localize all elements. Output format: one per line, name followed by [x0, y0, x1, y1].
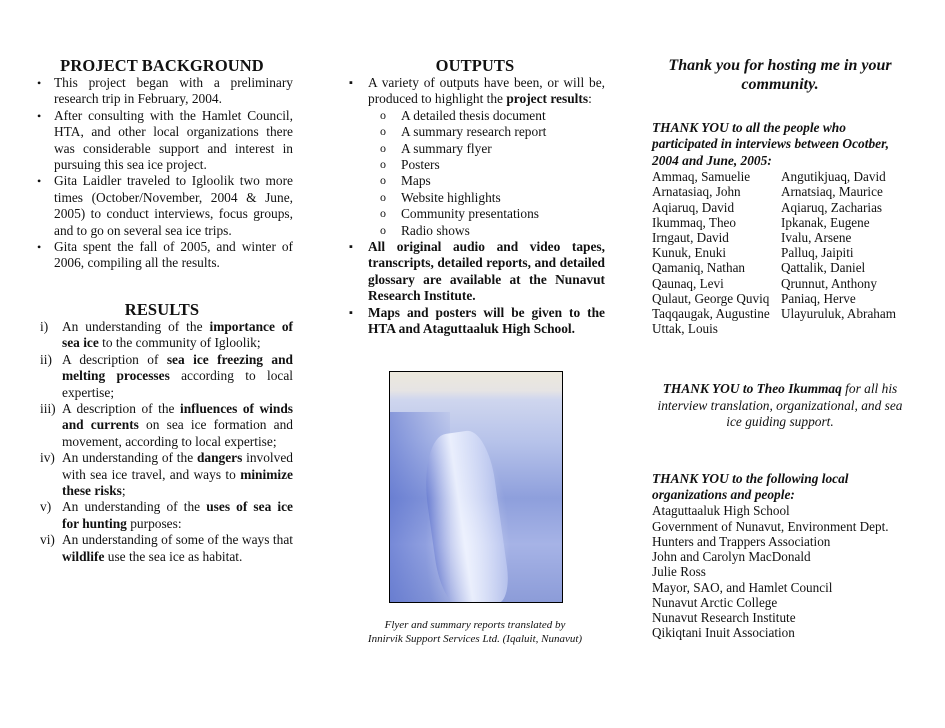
participant-row	[652, 260, 896, 275]
photo-caption	[345, 618, 605, 646]
thanks-theo-text: for all his interview translation, organizational, and sea ice guiding support.	[657, 381, 903, 430]
caption-line: Innirvik Support Services Ltd. (Iqaluit, Nunavut)	[367, 633, 583, 645]
outputs-heading: OUTPUTS	[435, 56, 515, 75]
thanks-theo-paragraph	[652, 381, 908, 430]
participant-row	[652, 184, 896, 199]
organizations-list	[652, 503, 908, 640]
outputs-bold-item	[345, 305, 605, 338]
result-text: according to local expertise;	[62, 368, 293, 400]
result-text: to the community of Igloolik;	[98, 335, 261, 351]
participant-name: Aqiaruq, Zacharias	[781, 199, 883, 215]
middle-column	[345, 56, 605, 696]
participants-heading: THANK YOU to all the people who participated in interviews between Ocotber, 2004 and June, 2005:	[652, 120, 889, 168]
output-subitem: o A summary flyer	[380, 141, 605, 157]
output-subitem: o Posters	[380, 157, 605, 173]
result-bold: minimize these risks	[62, 466, 293, 498]
organizations-heading: THANK YOU to the following local organizations and people:	[652, 470, 849, 503]
organization-item: Hunters and Trappers Association	[652, 533, 831, 549]
participant-row	[652, 306, 896, 321]
output-subitem: o Maps	[380, 173, 605, 189]
outputs-bold-item	[345, 239, 605, 305]
participant-row	[652, 276, 896, 291]
participant-row	[652, 321, 896, 336]
output-subitem: o Community presentations	[380, 206, 605, 222]
result-item	[31, 401, 293, 450]
thanks-hosting-heading	[652, 56, 908, 94]
outputs-bold-text: All original audio and video tapes, transcripts, detailed reports, and detailed glossary are available at the Nunavut Research Institute.	[368, 239, 605, 304]
organization-item: Ataguttaaluk High School	[652, 503, 790, 519]
result-text: An understanding of the	[62, 499, 207, 515]
participant-row	[652, 169, 896, 184]
participant-row	[652, 245, 896, 260]
participant-name: Paniaq, Herve	[781, 290, 856, 306]
participant-name: Palluq, Jaipiti	[781, 245, 854, 261]
heading-line: community.	[741, 76, 819, 93]
thanks-theo-bold: THANK YOU to Theo Ikummaq	[662, 381, 842, 397]
sea-ice-photo	[389, 371, 563, 603]
background-item: • This project began with a preliminary research trip in February, 2004.	[31, 75, 293, 108]
result-number: i)	[40, 318, 49, 334]
result-bold: importance of sea ice	[62, 318, 294, 351]
result-text: involved with sea ice travel, and ways to	[62, 450, 293, 482]
outputs-intro-text: A variety of outputs have been, or will be, produced to highlight the	[368, 75, 605, 107]
result-text: A description of the	[62, 400, 181, 416]
participant-name: Ikummaq, Theo	[652, 214, 736, 230]
organization-item: Government of Nunavut, Environment Dept.	[652, 518, 889, 534]
background-item: • Gita spent the fall of 2005, and winter of 2006, compiling all the results.	[31, 239, 293, 272]
output-subitem: o A detailed thesis document	[380, 108, 605, 124]
result-item	[31, 450, 293, 499]
organization-item: Julie Ross	[652, 564, 706, 580]
result-text: A description of	[62, 351, 167, 367]
participant-name: Kunuk, Enuki	[652, 245, 726, 261]
outputs-intro-colon: :	[588, 91, 592, 107]
participant-name: Ammaq, Samuelie	[652, 169, 751, 185]
organization-item: Nunavut Research Institute	[652, 609, 796, 625]
result-item	[31, 352, 293, 401]
outputs-sublist	[368, 108, 605, 239]
participant-name	[781, 321, 896, 336]
result-text: purposes:	[126, 515, 182, 531]
participant-row	[652, 215, 896, 230]
participant-name: Angutikjuaq, David	[781, 169, 886, 185]
result-number: vi)	[40, 532, 55, 548]
heading-line: Thank you for hosting me in your	[668, 57, 892, 74]
result-number: ii)	[40, 351, 52, 367]
result-text: ;	[121, 482, 126, 498]
result-text: on sea ice formation and movement, according to local expertise;	[62, 417, 293, 449]
participant-name: Ipkanak, Eugene	[781, 214, 870, 230]
background-item: • After consulting with the Hamlet Council, HTA, and other local organizations there was considerable support and interest in pursuing this sea ice project.	[31, 108, 293, 174]
result-bold: influences of winds and currents	[62, 400, 293, 433]
right-column	[652, 56, 908, 640]
result-text: An understanding of the	[62, 450, 197, 466]
participant-row	[652, 230, 896, 245]
result-bold: uses of sea ice for hunting	[62, 499, 293, 531]
output-subitem: o A summary research report	[380, 124, 605, 140]
organization-item: Nunavut Arctic College	[652, 594, 778, 610]
output-subitem: o Website highlights	[380, 190, 605, 206]
result-bold: sea ice freezing and melting processes	[62, 351, 293, 384]
participant-name: Qrunnut, Anthony	[781, 275, 877, 291]
organization-item: Qikiqtani Inuit Association	[652, 625, 795, 641]
organization-item: John and Carolyn MacDonald	[652, 549, 811, 565]
participant-name: Ulayuruluk, Abraham	[781, 306, 896, 322]
participant-name: Qamaniq, Nathan	[652, 260, 746, 276]
participant-name: Qulaut, George Quviq	[652, 290, 770, 306]
organization-item: Mayor, SAO, and Hamlet Council	[652, 579, 833, 595]
output-subitem: o Radio shows	[380, 223, 605, 239]
result-text: An understanding of the	[62, 318, 210, 334]
participant-name: Uttak, Louis	[652, 321, 718, 337]
caption-line: Flyer and summary reports translated by	[384, 619, 566, 631]
participant-name: Arnatsiaq, Maurice	[781, 184, 883, 200]
background-heading: PROJECT BACKGROUND	[60, 56, 264, 75]
participant-name: Ivalu, Arsene	[781, 230, 852, 246]
participant-name: Irngaut, David	[652, 230, 729, 246]
background-list	[31, 75, 293, 272]
participant-name: Arnatasiaq, John	[652, 184, 741, 200]
result-number: v)	[40, 499, 52, 515]
participant-name: Qattalik, Daniel	[781, 260, 866, 276]
participant-name: Aqiaruq, David	[652, 199, 735, 215]
outputs-intro-item	[345, 75, 605, 239]
left-column	[31, 56, 293, 565]
participant-name: Taqqaugak, Augustine	[652, 306, 770, 322]
result-bold: dangers	[196, 450, 243, 466]
participants-table	[652, 169, 896, 336]
background-item: • Gita Laidler traveled to Igloolik two more times (October/November, 2004 & June, 2005) to conduct interviews, focus groups, and to go on several sea ice trips.	[31, 173, 293, 239]
outputs-intro-bold: project results	[506, 91, 589, 107]
participant-name: Qaunaq, Levi	[652, 275, 724, 291]
result-item	[31, 499, 293, 532]
results-list	[31, 319, 293, 565]
result-number: iv)	[40, 450, 55, 466]
outputs-list	[345, 75, 605, 338]
result-text: use the sea ice as habitat.	[104, 548, 243, 564]
results-heading: RESULTS	[124, 299, 200, 319]
result-number: iii)	[40, 400, 56, 416]
result-item	[31, 532, 293, 565]
result-bold: wildlife	[62, 548, 105, 564]
outputs-bold-text: Maps and posters will be given to the HTA and Ataguttaaluk High School.	[368, 304, 605, 337]
result-item	[31, 319, 293, 352]
participant-row	[652, 200, 896, 215]
result-text: An understanding of some of the ways that	[62, 532, 293, 548]
participant-row	[652, 291, 896, 306]
